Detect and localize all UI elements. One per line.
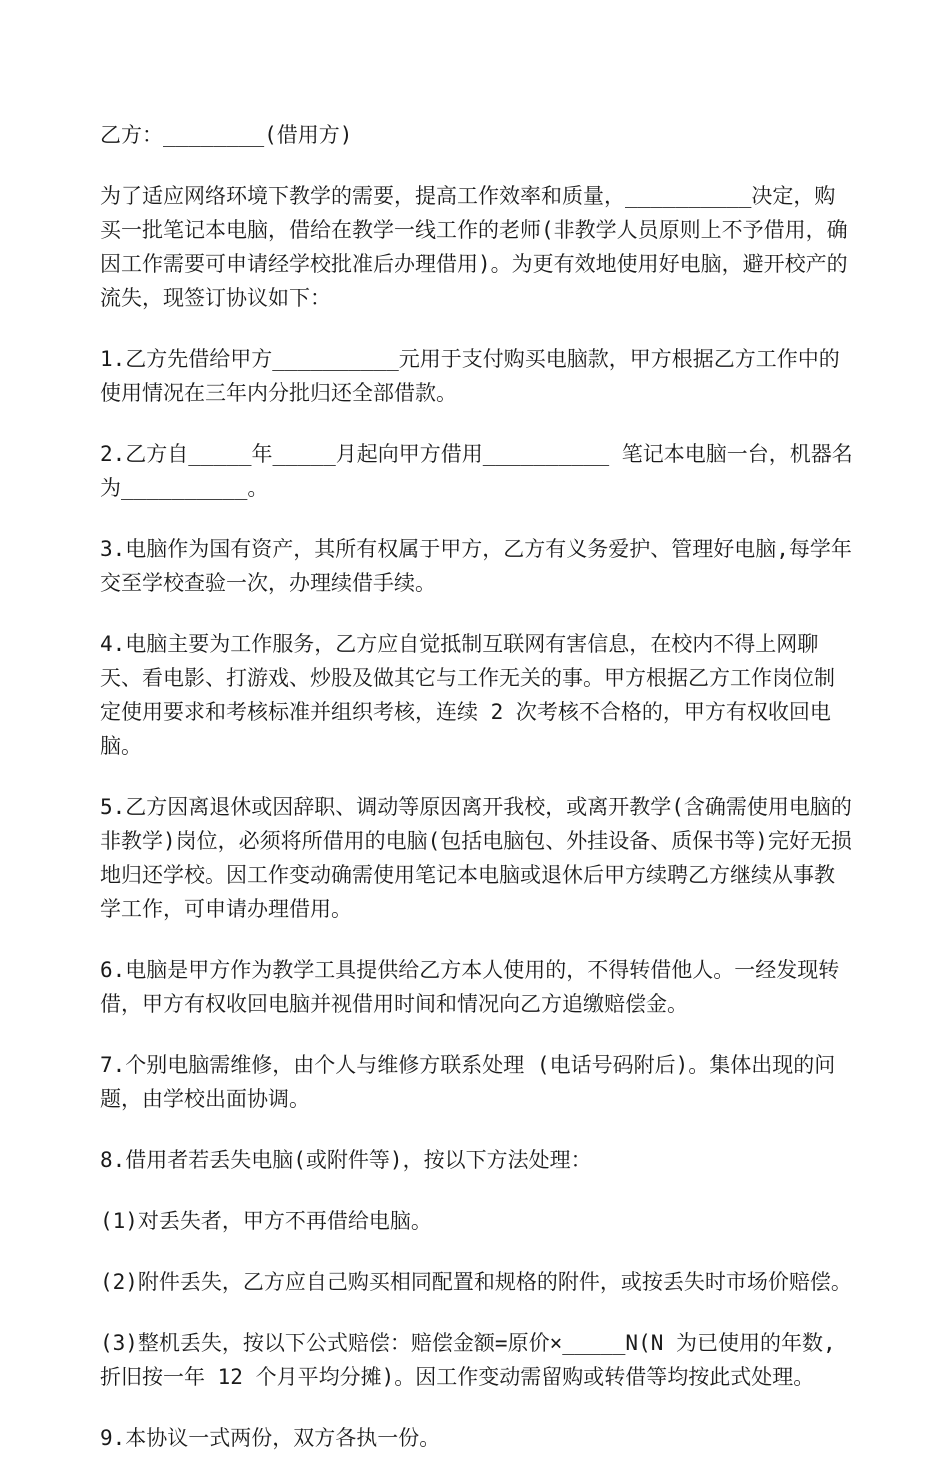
clause-4: 4.电脑主要为工作服务，乙方应自觉抵制互联网有害信息，在校内不得上网聊天、看电影、打游戏、炒股及做其它与工作无关的事。甲方根据乙方工作岗位制定使用要求和考核标准并组织考核，连续 2 次考核不合格的，甲方有权收回电脑。 xyxy=(100,632,835,758)
clause-1: 1.乙方先借给甲方__________元用于支付购买电脑款，甲方根据乙方工作中的使用情况在三年内分批归还全部借款。 xyxy=(100,347,840,405)
clause-8-item-2: (2)附件丢失，乙方应自己购买相同配置和规格的附件，或按丢失时市场价赔偿。 xyxy=(100,1270,852,1294)
clause-8-item-1: (1)对丢失者，甲方不再借给电脑。 xyxy=(100,1209,432,1233)
clause-7: 7.个别电脑需维修，由个人与维修方联系处理 (电话号码附后)。集体出现的问题，由学校出面协调。 xyxy=(100,1053,836,1111)
clause-6: 6.电脑是甲方作为教学工具提供给乙方本人使用的，不得转借他人。一经发现转借，甲方有权收回电脑并视借用时间和情况向乙方追缴赔偿金。 xyxy=(100,958,840,1016)
party-b-line: 乙方：________(借用方) xyxy=(100,123,353,147)
intro-paragraph: 为了适应网络环境下教学的需要，提高工作效率和质量，__________决定，购买一批笔记本电脑，借给在教学一线工作的老师(非教学人员原则上不予借用，确因工作需要可申请经学校批准后办理借用)。为更有效地使用好电脑，避开校产的流失，现签订协议如下： xyxy=(100,184,848,310)
clause-3: 3.电脑作为国有资产，其所有权属于甲方，乙方有义务爱护、管理好电脑,每学年交至学校查验一次，办理续借手续。 xyxy=(100,537,852,595)
clause-5: 5.乙方因离退休或因辞职、调动等原因离开我校，或离开教学(含确需使用电脑的非教学)岗位，必须将所借用的电脑(包括电脑包、外挂设备、质保书等)完好无损地归还学校。因工作变动确需使用笔记本电脑或退休后甲方续聘乙方继续从事教学工作，可申请办理借用。 xyxy=(100,795,852,921)
clause-8: 8.借用者若丢失电脑(或附件等)，按以下方法处理： xyxy=(100,1148,592,1172)
clause-9: 9.本协议一式两份，双方各执一份。 xyxy=(100,1426,441,1450)
document-page xyxy=(100,118,855,1482)
clause-2: 2.乙方自_____年_____月起向甲方借用__________ 笔记本电脑一台，机器名为__________。 xyxy=(100,442,853,500)
clause-8-item-3: (3)整机丢失，按以下公式赔偿：赔偿金额=原价×_____N(N 为已使用的年数,折旧按一年 12 个月平均分摊)。因工作变动需留购或转借等均按此式处理。 xyxy=(100,1331,836,1389)
